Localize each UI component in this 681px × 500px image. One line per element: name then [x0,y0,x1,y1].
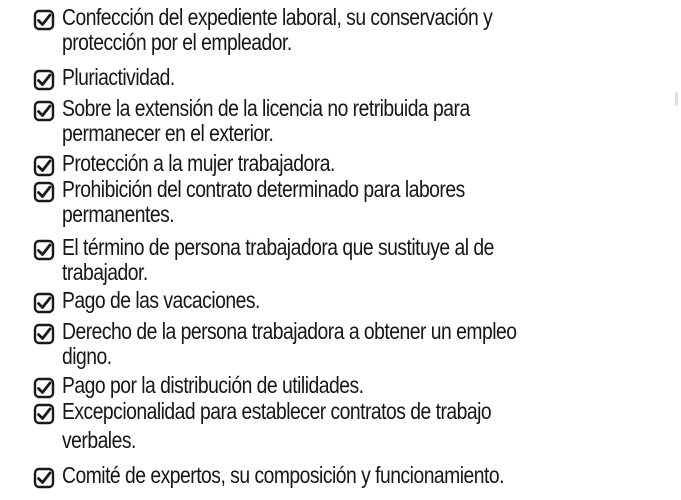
checklist-item-text [62,319,516,369]
checked-box-icon [33,292,56,315]
checked-box-icon [33,100,56,123]
checklist-item-text [62,373,363,398]
item-line: permanecer en el exterior. [62,120,274,146]
checklist-item [33,399,681,453]
item-line: Prohibición del contrato determinado para labores [62,176,465,202]
checklist-item-text [62,96,470,146]
checked-box-icon [33,9,56,32]
checklist-item-text [62,151,335,176]
checked-box-icon [33,323,56,346]
checked-box-icon [33,467,56,490]
item-line: digno. [62,343,112,369]
checklist-item-text [62,288,260,313]
item-line: Sobre la extensión de la licencia no retribuida para [62,95,470,121]
checklist-item-text [62,399,491,453]
checklist-item [33,5,681,55]
checklist-item [33,319,681,369]
checked-box-icon [33,181,56,204]
checklist-item [33,463,681,490]
paper-speck [675,92,678,106]
item-line: Pluriactividad. [62,64,175,90]
item-line: Pago de las vacaciones. [62,287,260,313]
checklist-item [33,177,681,227]
checklist-item [33,96,681,146]
item-line: protección por el empleador. [62,29,292,55]
item-line: verbales. [62,427,136,453]
checked-box-icon [33,403,56,426]
item-line: Derecho de la persona trabajadora a obtener un empleo [62,318,517,344]
item-line: Comité de expertos, su composición y funcionamiento. [62,462,505,488]
item-line: Pago por la distribución de utilidades. [62,372,364,398]
checklist-item [33,65,681,92]
item-line: Protección a la mujer trabajadora. [62,150,335,176]
item-line: permanentes. [62,201,175,227]
checked-box-icon [33,69,56,92]
item-line: Excepcionalidad para establecer contratos de trabajo [62,398,492,424]
checklist-item [33,151,681,178]
item-line: El término de persona trabajadora que sustituye al de [62,234,494,260]
checklist-item-text [62,177,465,227]
item-line: trabajador. [62,259,148,285]
checklist-item-text [62,65,175,90]
checklist-item-text [62,463,504,488]
checklist-item-text [62,5,492,55]
checked-box-icon [33,155,56,178]
item-line: Confección del expediente laboral, su conservación y [62,4,493,30]
checklist-item [33,235,681,285]
checklist-item [33,288,681,315]
checklist-item-text [62,235,494,285]
checked-box-icon [33,377,56,400]
checked-box-icon [33,239,56,262]
checklist-item [33,373,681,400]
